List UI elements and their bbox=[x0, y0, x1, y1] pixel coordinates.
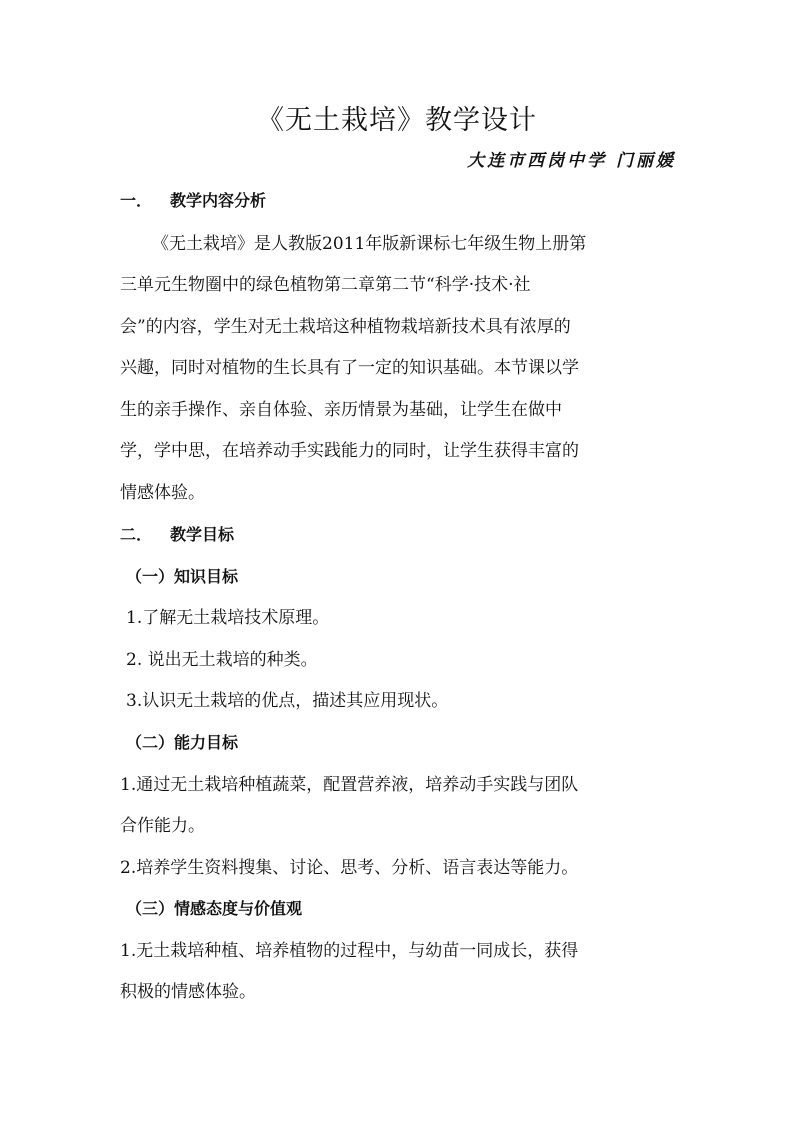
paragraph-line: 积极的情感体验。 bbox=[120, 982, 256, 1002]
section-number: 一． bbox=[120, 191, 153, 210]
section-heading-content-analysis bbox=[120, 190, 680, 212]
subheading-knowledge: （一）知识目标 bbox=[126, 567, 239, 586]
paragraph-line: 2.培养学生资料搜集、讨论、思考、分析、语言表达等能力。 bbox=[120, 858, 579, 878]
paragraph-line: 三单元生物圈中的绿色植物第二章第二节“科学·技术·社 bbox=[120, 275, 531, 295]
paragraph-line: 生的亲手操作、亲自体验、亲历情景为基础，让学生在做中 bbox=[120, 400, 562, 420]
paragraph-line: 合作能力。 bbox=[120, 816, 205, 836]
paragraph-line: 兴趣，同时对植物的生长具有了一定的知识基础。本节课以学 bbox=[120, 358, 579, 378]
paragraph-line: 《无土栽培》是人教版2011年版新课标七年级生物上册第 bbox=[152, 234, 587, 254]
section-title: 教学内容分析 bbox=[170, 191, 267, 210]
author-line: 大连市西岗中学 门丽媛 bbox=[467, 151, 676, 171]
section-title: 教学目标 bbox=[170, 525, 235, 544]
paragraph-line: 1.无土栽培种植、培养植物的过程中，与幼苗一同成长，获得 bbox=[120, 941, 579, 961]
list-item: 1.了解无土栽培技术原理。 bbox=[126, 608, 330, 628]
section-number: 二． bbox=[120, 525, 153, 544]
paragraph-line: 情感体验。 bbox=[120, 483, 205, 503]
list-item: 3.认识无土栽培的优点，描述其应用现状。 bbox=[126, 691, 449, 711]
list-item: 2. 说出无土栽培的种类。 bbox=[126, 650, 318, 670]
document-title: 《无土栽培》教学设计 bbox=[257, 105, 537, 136]
paragraph-line: 学，学中思，在培养动手实践能力的同时，让学生获得丰富的 bbox=[120, 441, 579, 461]
paragraph-line: 会”的内容，学生对无土栽培这种植物栽培新技术具有浓厚的 bbox=[120, 317, 571, 337]
section-heading-objectives bbox=[120, 524, 680, 546]
subheading-attitude: （三）情感态度与价值观 bbox=[126, 899, 303, 918]
paragraph-line: 1.通过无土栽培种植蔬菜，配置营养液，培养动手实践与团队 bbox=[120, 775, 579, 795]
subheading-ability: （二）能力目标 bbox=[126, 733, 239, 752]
